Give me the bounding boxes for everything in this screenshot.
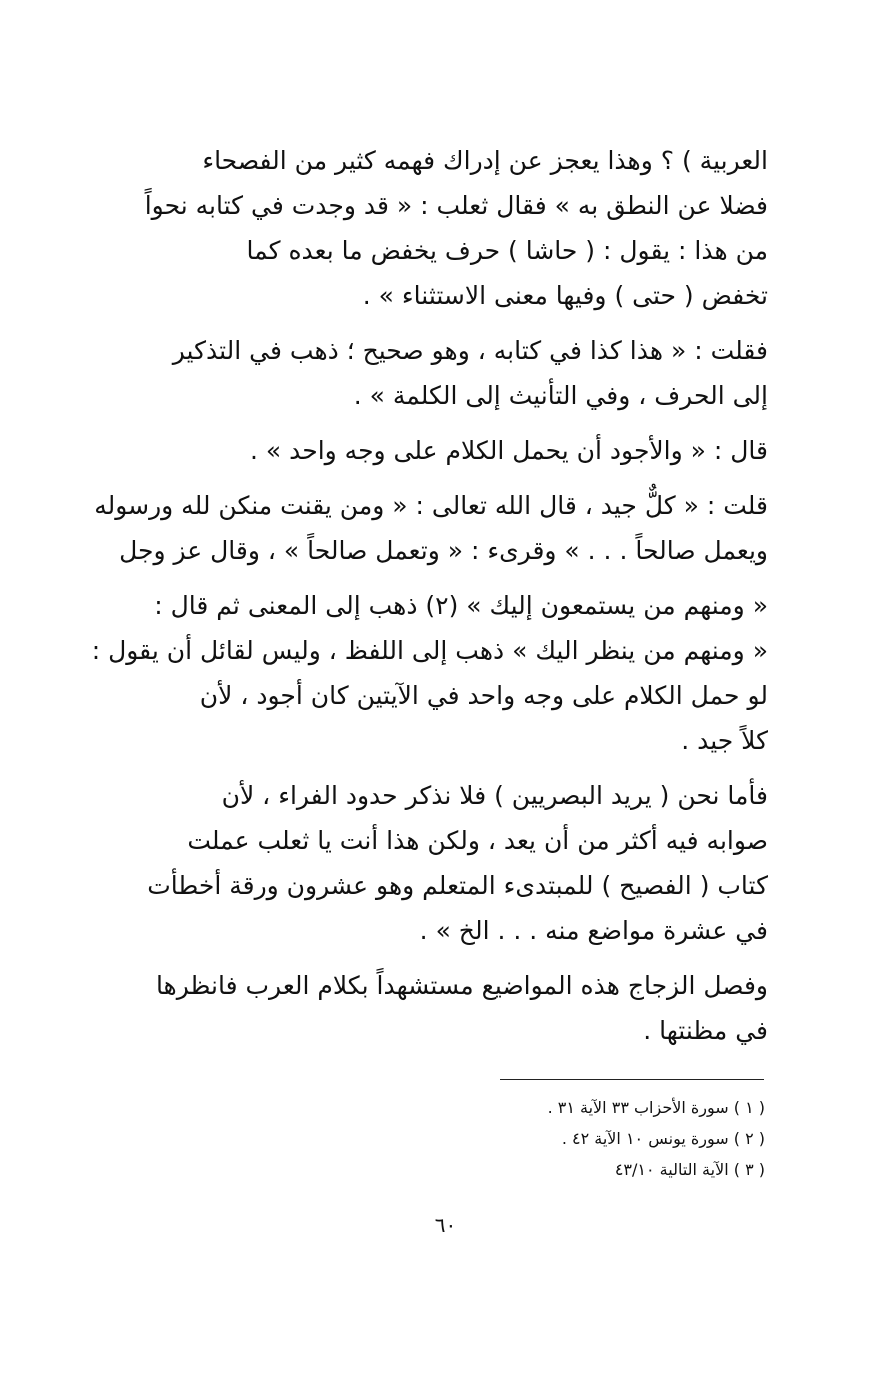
paragraph-6 — [92, 773, 768, 953]
text-line: في عشرة مواضع منه . . . الخ » . — [419, 916, 768, 945]
text-line: في مظنتها . — [643, 1016, 768, 1045]
text-line: فقلت : « هذا كذا في كتابه ، وهو صحيح ؛ ذهب في التذكير — [172, 336, 768, 365]
paragraph-2 — [92, 328, 768, 418]
text-line: فضلا عن النطق به » فقال ثعلب : « قد وجدت في كتابه نحواً — [144, 191, 768, 220]
text-line: لو حمل الكلام على وجه واحد في الآيتين كان أجود ، لأن — [199, 681, 768, 710]
footnote-1: ( ١ ) سورة الأحزاب ٣٣ الآية ٣١ . — [547, 1098, 765, 1117]
text-line: تخفض ( حتى ) وفيها معنى الاستثناء » . — [362, 281, 768, 310]
paragraph-1 — [92, 138, 768, 318]
text-line: كتاب ( الفصيح ) للمبتدىء المتعلم وهو عشرون ورقة أخطأت — [147, 871, 768, 900]
footnotes — [420, 1092, 765, 1185]
text-line: قال : « والأجود أن يحمل الكلام على وجه واحد » . — [250, 436, 768, 465]
paragraph-4 — [92, 483, 768, 573]
text-line: ويعمل صالحاً . . . » وقرىء : « وتعمل صالحاً » ، وقال عز وجل — [119, 536, 768, 565]
text-line: قلت : « كلٌّ جيد ، قال الله تعالى : « ومن يقنت منكن لله ورسوله — [94, 491, 768, 520]
page-number: ٦٠ — [434, 1213, 457, 1237]
text-line: فأما نحن ( يريد البصريين ) فلا نذكر حدود الفراء ، لأن — [221, 781, 768, 810]
text-line: صوابه فيه أكثر من أن يعد ، ولكن هذا أنت يا ثعلب عملت — [187, 826, 768, 855]
footnote-3: ( ٣ ) الآية التالية ٤٣/١٠ — [614, 1160, 765, 1179]
text-line: كلاً جيد . — [681, 726, 768, 755]
text-line: من هذا : يقول : ( حاشا ) حرف يخفض ما بعده كما — [246, 236, 768, 265]
text-line: إلى الحرف ، وفي التأنيث إلى الكلمة » . — [353, 381, 768, 410]
text-line: العربية ) ؟ وهذا يعجز عن إدراك فهمه كثير من الفصحاء — [202, 146, 768, 175]
text-line: « ومنهم من ينظر اليك » ذهب إلى اللفظ ، وليس لقائل أن يقول : — [92, 636, 768, 665]
footnote-separator — [500, 1079, 764, 1080]
footnote-2: ( ٢ ) سورة يونس ١٠ الآية ٤٢ . — [561, 1129, 765, 1148]
paragraph-5 — [92, 583, 768, 763]
paragraph-7 — [92, 963, 768, 1053]
paragraph-3 — [92, 428, 768, 473]
text-line: « ومنهم من يستمعون إليك » (٢) ذهب إلى المعنى ثم قال : — [154, 591, 768, 620]
body-text — [92, 138, 768, 1063]
text-line: وفصل الزجاج هذه المواضيع مستشهداً بكلام العرب فانظرها — [155, 971, 768, 1000]
